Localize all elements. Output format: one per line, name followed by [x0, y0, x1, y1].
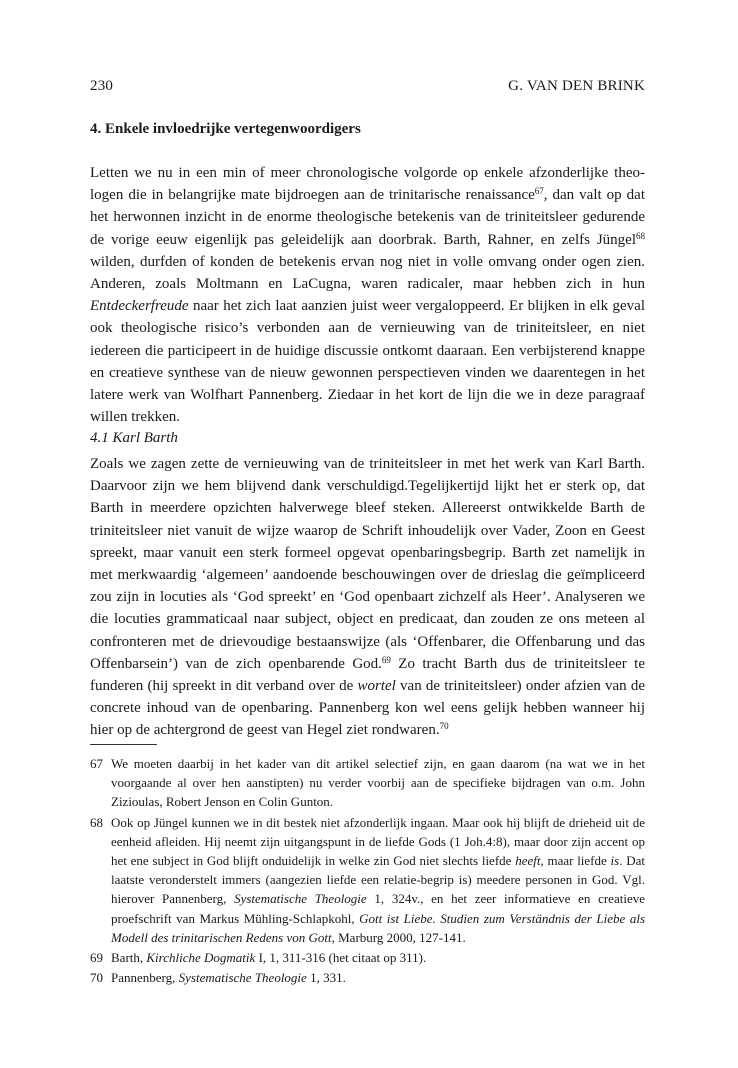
footnote-number: 68: [90, 814, 103, 830]
footnote-68: [90, 813, 645, 947]
paragraph-intro: Letten we nu in een min of meer chronologische volgorde op enkele afzonderlijke theologen die in belangrijke mate bijdroegen aan de trinitarische renaissance$^{67}$, dan valt op dat het herwonnen inzicht in de enorme theologische betekenis van de triniteitsleer gedurende de vorige eeuw eigenlijk pas geleidelijk aan doorbrak. Barth, Rahner, en zelfs Jüngel$^{68}$ wilden, durfden of konden de betekenis ervan nog niet in volle omvang onder ogen zien. Anderen, zoals Moltmann en LaCugna, waren radicaler, maar hebben zich in hun Entdeckerfreude naar het zich laat aanzien juist weer vergaloppeerd. Er blijken in elk geval ook theologische risico’s verbonden aan de vernieuwing van de triniteitsleer, en niet iedereen die participeert in de huidige discussie ontkomt daaraan. Een verbijsterend knappe en creatieve synthese van de nieuw gewonnen perspectieven vinden we daarentegen in het latere werk van Wolfhart Pannenberg. Ziedaar in het kort de lijn die we in deze paragraaf willen trekken.: [90, 165, 645, 426]
footnote-67: [90, 754, 645, 812]
footnote-text: We moeten daarbij in het kader van dit artikel selectief zijn, en gaan daarom (na wat we in het voorgaande al over hen aanstipten) nu verder voorbij aan de specifieke bijdragen van o.m. John Zizioulas, Robert Jenson en Colin Gunton.: [111, 756, 645, 810]
footnote-69: [90, 948, 645, 967]
footnote-number: 67: [90, 756, 103, 771]
footnotes: [90, 754, 645, 988]
footnote-ref-67[interactable]: 67: [534, 186, 544, 197]
footnote-text: Ook op Jüngel kunnen we in dit bestek niet afzonderlijk ingaan. Maar ook hij blijft de drieheid uit de eenheid afleiden. Hij neemt zijn uitgangspunt in de liefde Gods (1 Joh.4:8), maar door zijn accent op het ene subject in God blijft onduidelijk in welke zin God niet slechts liefde heeft, maar liefde is. Dat laatste veronderstelt immers (aangezien liefde een relatie-begrip is) meedere personen in God. Vgl. hierover Pannenberg, Systematische Theologie 1, 324v., en het zeer informatieve en creatieve proefschrift van Markus Mühling-Schlapkohl, Gott ist Liebe. Studien zum Verständnis der Liebe als Modell des trinitarischen Redens von Gott, Marburg 2000, 127-141.: [111, 814, 645, 945]
footnote-ref-69[interactable]: 69: [381, 654, 391, 665]
footnote-number: 70: [90, 970, 103, 986]
italic-term: wortel: [357, 678, 396, 695]
paragraph-barth: Zoals we zagen zette de vernieuwing van de triniteitsleer in met het werk van Karl Barth. Daarvoor zijn we hem blijvend dank verschuldigd.Tegelijkertijd lijkt het er sterk op, dat Barth in meerdere opzichten halverwege bleef steken. Allereerst ontwikkelde Barth de triniteitsleer niet vanuit de wijze waarop de Schrift inhoudelijk over Vader, Zoon en Geest spreekt, maar vanuit een sterk formeel opgevat openbaringsbegrip. Barth zet namelijk in met merkwaardig ‘algemeen’ aandoende beschouwingen over de drieslag die geïmpliceerd zou zijn in locuties als ‘God spreekt’ en ‘God openbaart zichzelf als Heer’. Analyseren we die locuties grammaticaal naar subject, object en predicaat, dan zouden ze ons meteen al confronteren met de drievoudige bestaanswijze (als ‘Offenbarer, die Offenbarung und das Offenbarsein’) van de zich openbarende God.$^{69}$ Zo tracht Barth dus de triniteitsleer te funderen (hij spreekt in dit verband over de wortel van de triniteitsleer) onder afzien van de concrete inhoud van de openbaring. Pannenberg kon wel eens gelijk hebben wanneer hij hier op de achtergrond de geest van Hegel ziet rondwaren.$^{70}$: [90, 456, 646, 739]
running-head: [90, 78, 645, 95]
subsection-heading: 4.1 Karl Barth: [90, 430, 178, 446]
footnote-number: 69: [90, 950, 103, 966]
page-number: 230: [90, 78, 114, 94]
running-head-author: G. VAN DEN BRINK: [508, 78, 645, 94]
footnote-70: [90, 968, 645, 987]
footnote-text: Barth, Kirchliche Dogmatik I, 1, 311-316 (het citaat op 311).: [111, 950, 427, 966]
footnote-text: Pannenberg, Systematische Theologie 1, 331.: [111, 970, 346, 986]
footnote-divider: [90, 744, 157, 745]
footnote-ref-70[interactable]: 70: [439, 721, 449, 732]
italic-term: Entdeckerfreude: [90, 298, 189, 315]
section-heading: 4. Enkele invloedrijke vertegenwoordigers: [90, 121, 361, 137]
footnote-ref-68[interactable]: 68: [636, 230, 645, 241]
